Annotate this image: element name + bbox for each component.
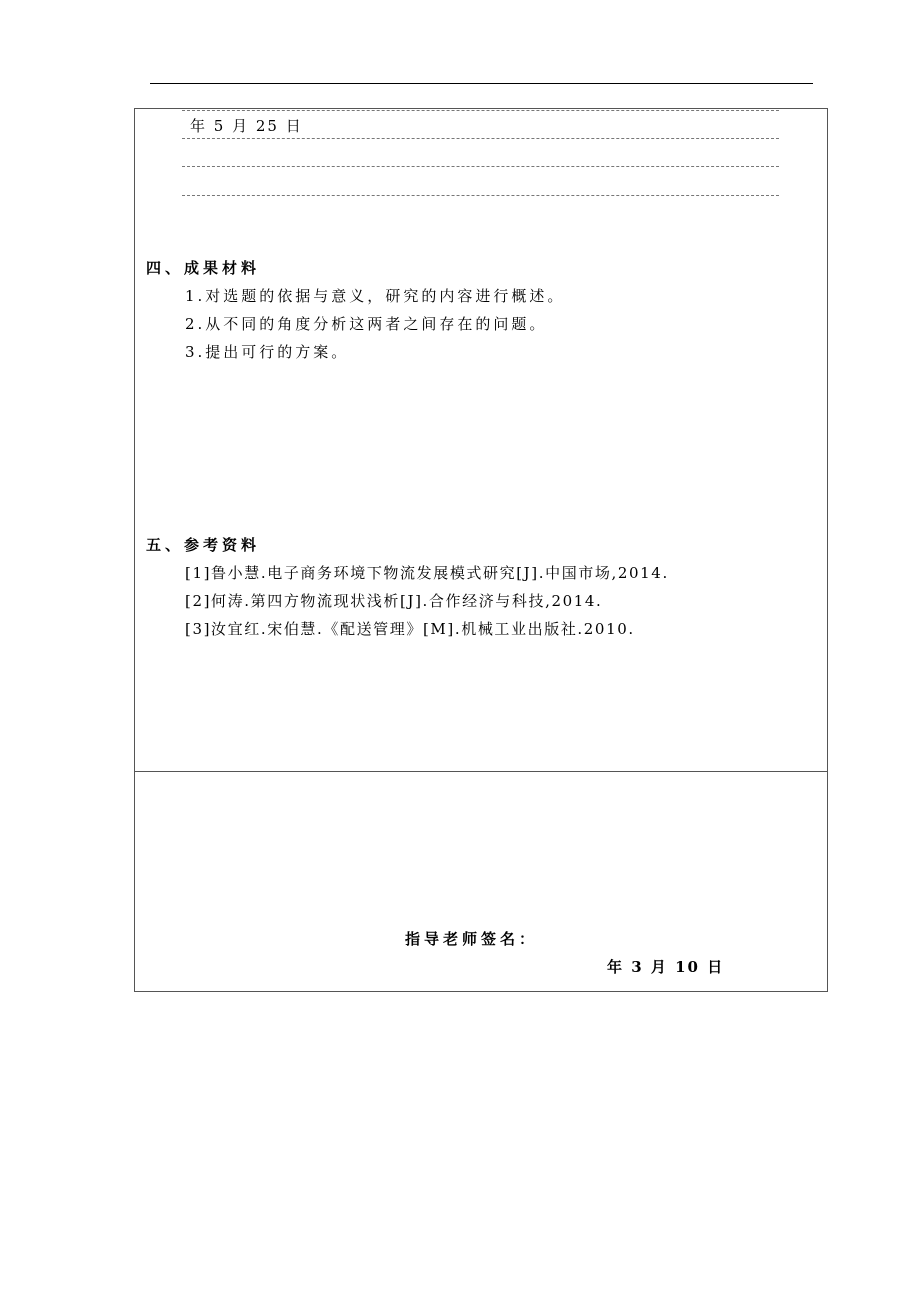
reference-item: [1]鲁小慧.电子商务环境下物流发展模式研究[J].中国市场,2014.	[185, 564, 669, 582]
dashed-line	[182, 166, 779, 167]
section4-heading: 四、成果材料	[146, 259, 261, 277]
section4-item: 1.对选题的依据与意义，研究的内容进行概述。	[185, 287, 566, 305]
page-header-rule	[150, 83, 813, 84]
signature-date: 年 3 月 10 日	[607, 958, 725, 976]
dashed-line	[182, 110, 779, 111]
section4-item: 2.从不同的角度分析这两者之间存在的问题。	[185, 315, 548, 333]
reference-item: [3]汝宜红.宋伯慧.《配送管理》[M].机械工业出版社.2010.	[185, 620, 635, 638]
section4-item: 3.提出可行的方案。	[185, 343, 350, 361]
dashed-line	[182, 195, 779, 196]
signature-row-divider	[134, 771, 828, 772]
supervisor-signature-label: 指导老师签名：	[405, 930, 539, 948]
reference-item: [2]何涛.第四方物流现状浅析[J].合作经济与科技,2014.	[185, 592, 603, 610]
section5-heading: 五、参考资料	[146, 536, 261, 554]
dashed-line	[182, 138, 779, 139]
top-date: 年 5 月 25 日	[190, 117, 303, 135]
